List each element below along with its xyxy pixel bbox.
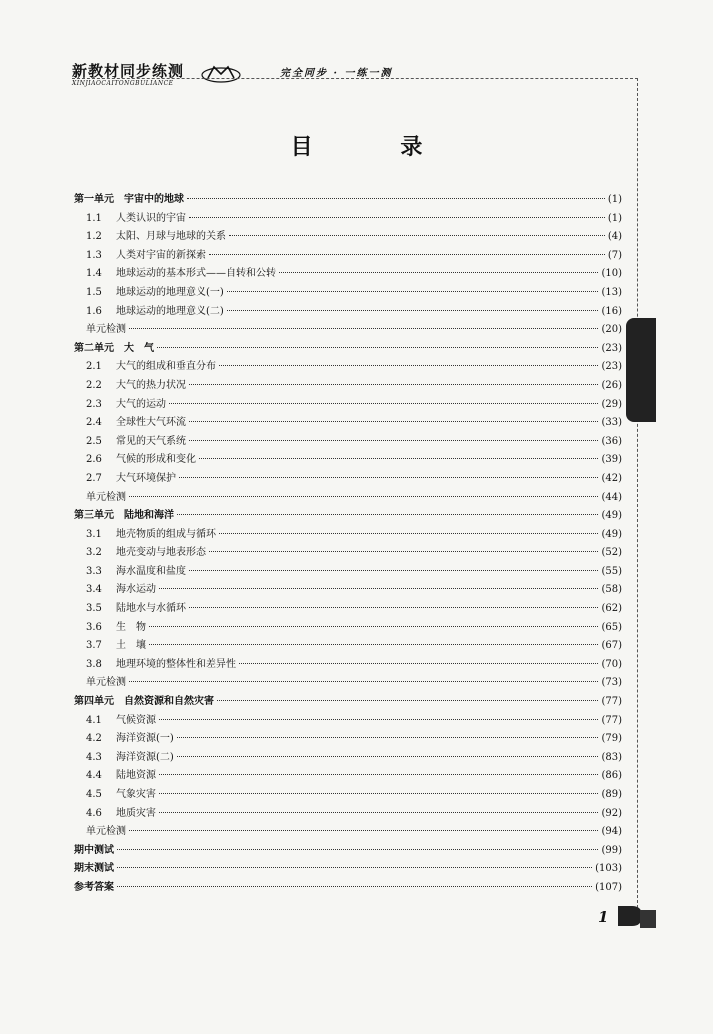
toc-entry <box>74 766 622 785</box>
toc-entry-number: 1.2 <box>86 231 102 243</box>
toc-entry <box>74 711 622 730</box>
toc-entry-number: 3.4 <box>86 584 102 596</box>
toc-leader-dots <box>189 570 598 571</box>
toc-leader-dots <box>159 774 598 775</box>
toc-entry <box>74 413 622 432</box>
toc-entry-label: 陆地水与水循环 <box>116 603 186 615</box>
toc-entry-label: 第三单元 陆地和海洋 <box>74 510 174 522</box>
toc-entry <box>74 469 622 488</box>
toc-entry-page: (107) <box>595 881 622 893</box>
toc-entry-page: (49) <box>601 510 622 522</box>
toc-entry-label: 人类对宇宙的新探索 <box>116 249 206 261</box>
toc-entry-label: 气候资源 <box>116 714 156 726</box>
toc-leader-dots <box>189 440 598 441</box>
toc-entry-label: 气象灾害 <box>116 789 156 800</box>
toc-entry <box>74 357 622 376</box>
toc-entry-page: (1) <box>607 212 622 224</box>
toc-leader-dots <box>159 812 598 813</box>
toc-leader-dots <box>229 235 605 236</box>
toc-entry-page: (20) <box>601 324 622 336</box>
toc-entry-page: (62) <box>601 603 622 615</box>
toc-entry-label: 大气的组成和垂直分布 <box>116 361 216 373</box>
toc-entry-page: (86) <box>601 770 622 782</box>
toc-entry-label: 地质灾害 <box>116 807 156 819</box>
toc-entry-page: (42) <box>601 472 622 484</box>
toc-entry-label: 地理环境的整体性和差异性 <box>116 658 236 670</box>
toc-leader-dots <box>227 291 599 292</box>
toc-entry-number: 3.1 <box>86 528 102 540</box>
toc-entry-label: 常见的天气系统 <box>116 435 186 447</box>
toc-leader-dots <box>129 830 598 831</box>
toc-entry-page: (10) <box>601 268 622 280</box>
toc-entry-label: 单元检测 <box>86 324 126 336</box>
toc-leader-dots <box>117 886 592 887</box>
toc-entry-number: 4.4 <box>86 770 102 782</box>
toc-entry <box>74 562 622 581</box>
page-title: 目 录 <box>290 135 463 160</box>
toc-entry <box>74 822 622 841</box>
toc-entry-number: 4.2 <box>86 733 102 745</box>
toc-leader-dots <box>179 477 598 478</box>
toc-entry-page: (79) <box>601 733 622 745</box>
toc-entry <box>74 320 622 339</box>
toc-entry <box>74 636 622 655</box>
toc-entry-number: 2.4 <box>86 417 102 429</box>
toc-leader-dots <box>227 310 599 311</box>
toc-leader-dots <box>189 384 598 385</box>
toc-entry-page: (73) <box>601 677 622 689</box>
toc-entry-page: (94) <box>601 826 622 838</box>
toc-entry-number: 4.6 <box>86 807 102 819</box>
toc-entry-number: 1.5 <box>86 286 102 298</box>
toc-leader-dots <box>189 421 598 422</box>
toc-unit-entry <box>74 190 622 209</box>
toc-unit-entry <box>74 841 622 860</box>
toc-entry-number: 3.3 <box>86 565 102 577</box>
toc-entry <box>74 618 622 637</box>
toc-entry <box>74 785 622 804</box>
book-logo-icon <box>200 62 242 84</box>
toc-leader-dots <box>177 756 599 757</box>
toc-entry-page: (77) <box>601 714 622 726</box>
page-corner-mark-icon <box>616 902 658 930</box>
toc-entry-label: 第四单元 自然资源和自然灾害 <box>74 696 214 708</box>
chapter-thumb-tab <box>626 318 656 422</box>
toc-entry-label: 地壳变动与地表形态 <box>116 547 206 559</box>
toc-unit-entry <box>74 859 622 878</box>
toc-entry <box>74 804 622 823</box>
toc-entry-page: (1) <box>607 194 622 205</box>
toc-unit-entry <box>74 339 622 358</box>
page-header <box>72 56 642 96</box>
toc-entry-label: 地球运动的地理意义(一) <box>116 286 224 298</box>
toc-entry-label: 地壳物质的组成与循环 <box>116 528 216 540</box>
page-number: 1 <box>598 908 609 926</box>
toc-leader-dots <box>129 681 598 682</box>
toc-entry-label: 陆地资源 <box>116 770 156 782</box>
toc-entry-number: 3.6 <box>86 621 102 633</box>
toc-entry-number: 4.1 <box>86 714 102 726</box>
toc-entry-label: 期末测试 <box>74 863 114 875</box>
toc-leader-dots <box>209 254 605 255</box>
toc-entry-label: 单元检测 <box>86 491 126 503</box>
toc-entry-page: (67) <box>601 640 622 652</box>
toc-leader-dots <box>169 403 598 404</box>
toc-entry-page: (89) <box>601 789 622 800</box>
toc-entry-number: 1.3 <box>86 249 102 261</box>
toc-entry-label: 大气的运动 <box>116 398 166 410</box>
toc-entry-label: 气候的形成和变化 <box>116 454 196 466</box>
toc-entry <box>74 599 622 618</box>
toc-leader-dots <box>149 626 598 627</box>
toc-entry-label: 海水运动 <box>116 584 156 596</box>
toc-entry <box>74 283 622 302</box>
toc-entry <box>74 395 622 414</box>
toc-entry-label: 第二单元 大 气 <box>74 342 154 354</box>
toc-entry-page: (26) <box>601 379 622 391</box>
toc-leader-dots <box>159 719 598 720</box>
toc-leader-dots <box>149 644 598 645</box>
toc-entry <box>74 264 622 283</box>
toc-entry-page: (39) <box>601 454 622 466</box>
toc-entry-number: 2.5 <box>86 435 102 447</box>
toc-leader-dots <box>177 514 598 515</box>
toc-entry-label: 地球运动的地理意义(二) <box>116 305 224 317</box>
toc-entry-page: (33) <box>601 417 622 429</box>
toc-entry-page: (92) <box>601 807 622 819</box>
toc-entry-page: (52) <box>601 547 622 559</box>
toc-entry-number: 1.1 <box>86 212 102 224</box>
toc-leader-dots <box>217 700 598 701</box>
toc-entry-label: 太阳、月球与地球的关系 <box>116 231 226 243</box>
toc-entry-number: 4.5 <box>86 789 102 800</box>
toc-entry-page: (23) <box>601 342 622 354</box>
toc-leader-dots <box>239 663 598 664</box>
toc-entry-number: 2.7 <box>86 472 102 484</box>
toc-entry-label: 人类认识的宇宙 <box>116 212 186 224</box>
toc-unit-entry <box>74 692 622 711</box>
toc-entry-label: 海水温度和盐度 <box>116 565 186 577</box>
toc-entry-page: (77) <box>601 696 622 708</box>
header-slogan: 完全同步 · 一练一测 <box>280 68 393 79</box>
toc-entry <box>74 729 622 748</box>
toc-entry-label: 土 壤 <box>116 640 146 652</box>
toc-leader-dots <box>209 551 598 552</box>
toc-entry-page: (13) <box>601 286 622 298</box>
toc-entry-page: (4) <box>607 231 622 243</box>
toc-entry-number: 1.6 <box>86 305 102 317</box>
toc-entry-page: (44) <box>601 491 622 503</box>
toc-leader-dots <box>279 272 598 273</box>
toc-entry <box>74 525 622 544</box>
toc-unit-entry <box>74 506 622 525</box>
toc-entry <box>74 302 622 321</box>
toc-entry-page: (16) <box>601 305 622 317</box>
toc-entry-label: 第一单元 宇宙中的地球 <box>74 194 184 205</box>
toc-entry-page: (55) <box>601 565 622 577</box>
toc-entry-page: (49) <box>601 528 622 540</box>
toc-entry-number: 3.2 <box>86 547 102 559</box>
toc-entry-page: (58) <box>601 584 622 596</box>
toc-entry <box>74 655 622 674</box>
toc-leader-dots <box>187 198 605 199</box>
toc-entry-number: 3.5 <box>86 603 102 615</box>
toc-entry <box>74 376 622 395</box>
toc-leader-dots <box>219 365 598 366</box>
toc-entry-label: 地球运动的基本形式——自转和公转 <box>116 268 276 280</box>
toc-leader-dots <box>189 217 605 218</box>
toc-entry-page: (70) <box>601 658 622 670</box>
toc-entry-number: 2.2 <box>86 379 102 391</box>
toc-entry <box>74 246 622 265</box>
toc-leader-dots <box>219 533 598 534</box>
toc-entry <box>74 673 622 692</box>
toc-entry-page: (7) <box>607 249 622 261</box>
toc-unit-entry <box>74 878 622 897</box>
toc-entry-label: 单元检测 <box>86 826 126 838</box>
toc-entry-number: 3.7 <box>86 640 102 652</box>
toc-leader-dots <box>129 328 598 329</box>
toc-entry <box>74 748 622 767</box>
toc-entry-label: 参考答案 <box>74 881 114 893</box>
toc-entry <box>74 488 622 507</box>
toc-entry-label: 海洋资源(二) <box>116 751 174 763</box>
toc-entry-number: 1.4 <box>86 268 102 280</box>
toc-entry-page: (36) <box>601 435 622 447</box>
toc-leader-dots <box>159 793 598 794</box>
toc-entry-number: 3.8 <box>86 658 102 670</box>
toc-leader-dots <box>199 458 598 459</box>
toc-entry-label: 大气环境保护 <box>116 472 176 484</box>
toc-leader-dots <box>189 607 598 608</box>
toc-entry-page: (65) <box>601 621 622 633</box>
toc-leader-dots <box>117 849 598 850</box>
toc-entry-number: 4.3 <box>86 751 102 763</box>
toc-entry-page: (29) <box>601 398 622 410</box>
toc-entry <box>74 580 622 599</box>
toc-leader-dots <box>117 867 592 868</box>
toc-leader-dots <box>159 588 598 589</box>
toc-leader-dots <box>177 737 599 738</box>
toc-entry <box>74 432 622 451</box>
toc-leader-dots <box>129 496 598 497</box>
toc-entry-label: 海洋资源(一) <box>116 733 174 745</box>
margin-divider <box>637 78 638 918</box>
toc-entry-label: 单元检测 <box>86 677 126 689</box>
brand-title: 新教材同步练测 <box>72 62 185 80</box>
toc-entry-page: (103) <box>595 863 622 875</box>
toc-entry-number: 2.3 <box>86 398 102 410</box>
toc-entry <box>74 543 622 562</box>
toc-entry-label: 大气的热力状况 <box>116 379 186 391</box>
toc-entry <box>74 209 622 228</box>
toc-entry-label: 期中测试 <box>74 844 114 856</box>
toc-leader-dots <box>157 347 598 348</box>
brand-pinyin: XINJIAOCAITONGBULIANCE <box>72 80 174 87</box>
toc-entry-number: 2.1 <box>86 361 102 373</box>
toc-entry <box>74 450 622 469</box>
toc-entry-number: 2.6 <box>86 454 102 466</box>
toc-entry-page: (99) <box>601 844 622 856</box>
toc-entry-page: (23) <box>601 361 622 373</box>
header-divider <box>72 78 638 79</box>
toc-entry-label: 全球性大气环流 <box>116 417 186 429</box>
toc-entry <box>74 227 622 246</box>
toc-entry-page: (83) <box>601 751 622 763</box>
table-of-contents <box>74 190 622 897</box>
toc-entry-label: 生 物 <box>116 621 146 633</box>
